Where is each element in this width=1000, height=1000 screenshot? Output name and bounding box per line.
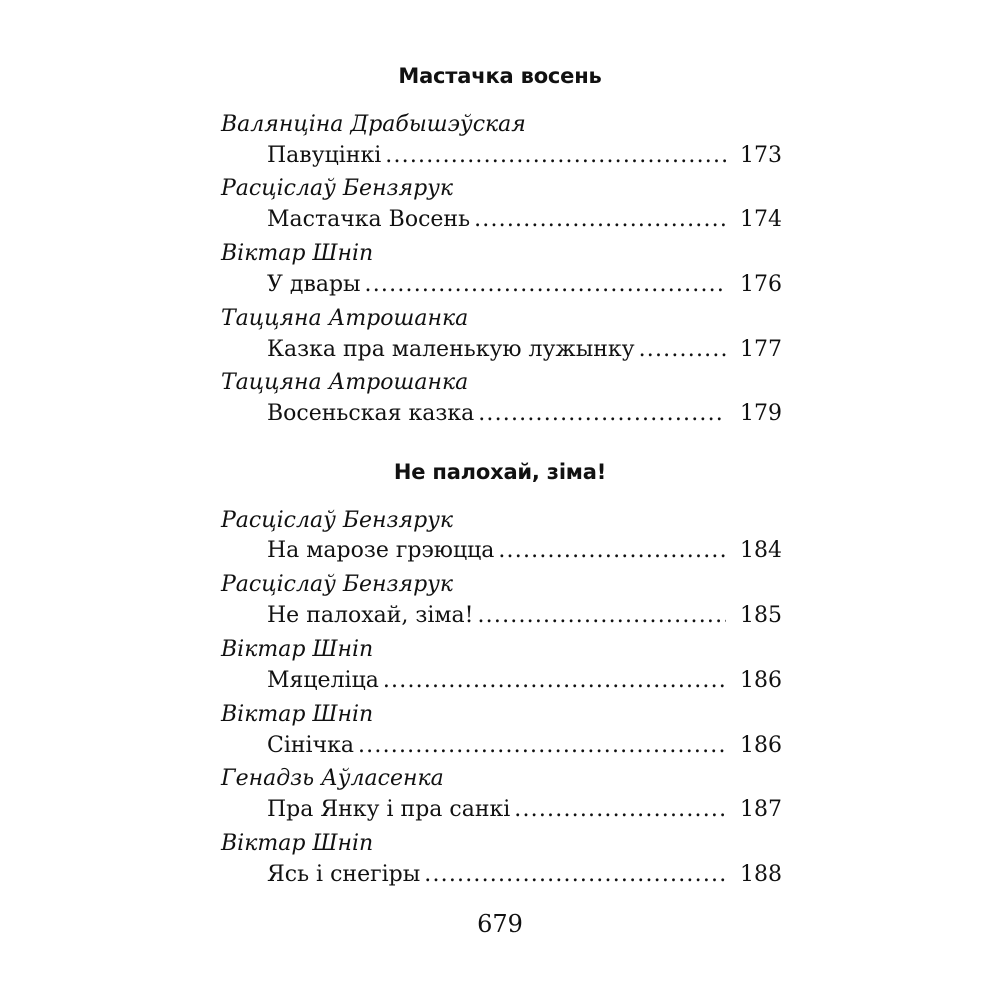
entry-title: Ясь і снегіры: [267, 862, 421, 887]
author-name: Таццяна Атрошанка: [221, 306, 469, 331]
dot-leader: [474, 205, 726, 235]
entry-title: У двары: [267, 272, 361, 297]
entry-page-number: 185: [740, 603, 782, 628]
section-title: Мастачка восень: [398, 64, 602, 88]
dot-leader: [477, 601, 726, 631]
entry-page-number: 174: [740, 207, 782, 232]
author-name: Віктар Шніп: [221, 831, 374, 856]
entry-page-number: 173: [740, 143, 782, 168]
toc-entry[interactable]: [267, 205, 782, 235]
dot-leader: [365, 270, 726, 300]
dot-leader: [358, 731, 726, 761]
entry-page-number: 187: [740, 797, 782, 822]
author-name: Таццяна Атрошанка: [221, 370, 469, 395]
author-name: Валянціна Драбышэўская: [221, 112, 526, 137]
entry-page-number: 186: [740, 733, 782, 758]
toc-entry[interactable]: [267, 536, 782, 566]
entry-page-number: 176: [740, 272, 782, 297]
entry-title: Сінічка: [267, 733, 354, 758]
entry-title: Мяцеліца: [267, 668, 379, 693]
toc-entry[interactable]: [267, 601, 782, 631]
section-title: Не палохай, зіма!: [393, 460, 607, 484]
author-name: Віктар Шніп: [221, 637, 374, 662]
dot-leader: [385, 141, 726, 171]
author-name: Расціслаў Бензярук: [221, 176, 454, 201]
toc-entry[interactable]: [267, 399, 782, 429]
toc-entry[interactable]: [267, 666, 782, 696]
dot-leader: [478, 399, 726, 429]
toc-entry[interactable]: [267, 335, 782, 365]
toc-entry[interactable]: [267, 731, 782, 761]
entry-title: Казка пра маленькую лужынку: [267, 337, 635, 362]
author-name: Расціслаў Бензярук: [221, 572, 454, 597]
entry-title: Пра Янку і пра санкі: [267, 797, 511, 822]
entry-page-number: 188: [740, 862, 782, 887]
entry-title: На марозе грэюцца: [267, 538, 495, 563]
entry-page-number: 179: [740, 401, 782, 426]
dot-leader: [424, 860, 726, 890]
entry-title: Павуцінкі: [267, 143, 382, 168]
author-name: Віктар Шніп: [221, 241, 374, 266]
author-name: Генадзь Аўласенка: [221, 766, 444, 791]
dot-leader: [383, 666, 726, 696]
toc-entry[interactable]: [267, 795, 782, 825]
dot-leader: [514, 795, 726, 825]
page-number: 679: [477, 910, 523, 938]
toc-entry[interactable]: [267, 141, 782, 171]
entry-page-number: 184: [740, 538, 782, 563]
toc-entry[interactable]: [267, 270, 782, 300]
entry-page-number: 177: [740, 337, 782, 362]
author-name: Віктар Шніп: [221, 702, 374, 727]
author-name: Расціслаў Бензярук: [221, 508, 454, 533]
toc-entry[interactable]: [267, 860, 782, 890]
dot-leader: [639, 335, 726, 365]
entry-title: Восеньская казка: [267, 401, 475, 426]
entry-page-number: 186: [740, 668, 782, 693]
entry-title: Не палохай, зіма!: [267, 603, 474, 628]
entry-title: Мастачка Восень: [267, 207, 471, 232]
dot-leader: [498, 536, 726, 566]
